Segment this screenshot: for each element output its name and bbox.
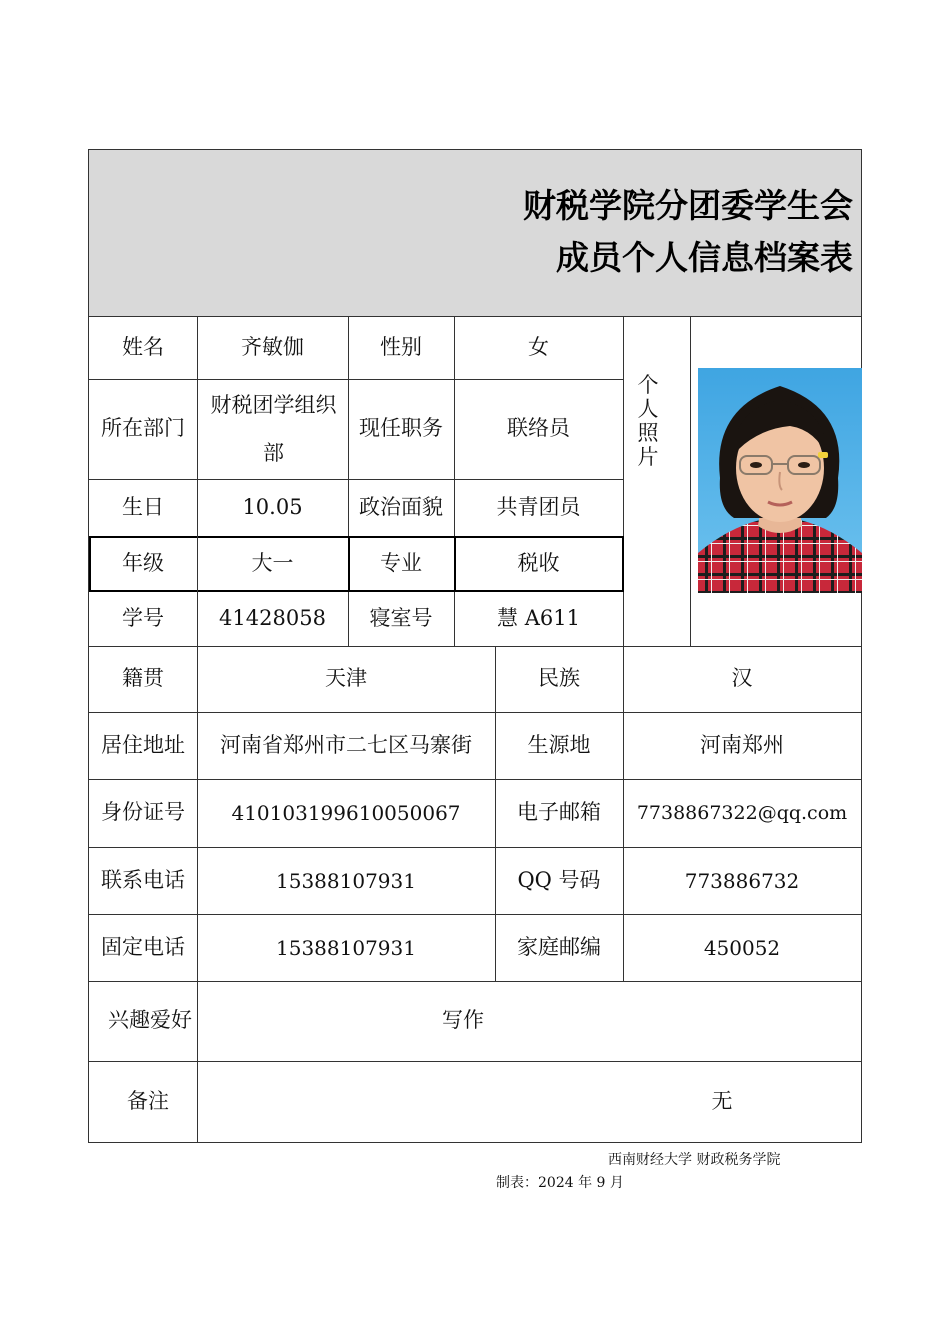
position-value: 联络员 <box>507 416 570 441</box>
address-label: 居住地址 <box>101 732 185 757</box>
ethnic-value: 汉 <box>731 666 753 691</box>
postcode-value: 450052 <box>703 935 781 960</box>
dept-label: 所在部门 <box>101 416 185 441</box>
footer-date: 制表：2024 年 9 月 <box>496 1175 624 1191</box>
native-label: 籍贯 <box>122 666 164 691</box>
hobby-value: 写作 <box>442 1008 484 1033</box>
origin-value: 河南郑州 <box>700 732 784 757</box>
idcard-value: 410103199610050067 <box>231 801 461 825</box>
name-label: 姓名 <box>122 334 164 359</box>
origin-label: 生源地 <box>527 732 591 757</box>
dorm-value: 慧 A611 <box>497 606 580 631</box>
major-value: 税收 <box>517 551 560 576</box>
title-line-2: 成员个人信息档案表 <box>556 238 853 277</box>
native-value: 天津 <box>325 666 367 691</box>
photo-label <box>623 366 673 476</box>
qq-label: QQ 号码 <box>517 867 601 892</box>
ethnic-label: 民族 <box>538 666 580 691</box>
dorm-label: 寝室号 <box>369 606 433 631</box>
grade-label: 年级 <box>122 551 164 576</box>
major-label: 专业 <box>380 551 422 576</box>
student-id-label: 学号 <box>122 606 164 631</box>
gender-label: 性别 <box>380 334 422 359</box>
position-label: 现任职务 <box>359 416 443 441</box>
photo-label-text: 个 人 照 片 <box>637 372 659 470</box>
footer-school: 西南财经大学 财政税务学院 <box>608 1152 781 1168</box>
personal-photo <box>698 368 862 593</box>
email-value: 7738867322@qq.com <box>636 801 848 824</box>
grade-value: 大一 <box>251 551 294 576</box>
remark-label: 备注 <box>127 1089 169 1114</box>
address-value: 河南省郑州市二七区马寨街 <box>220 732 472 757</box>
student-id-value: 41428058 <box>219 606 326 631</box>
phone-label: 联系电话 <box>101 867 185 892</box>
postcode-label: 家庭邮编 <box>517 934 601 959</box>
idcard-label: 身份证号 <box>101 800 185 825</box>
birthday-label: 生日 <box>122 494 164 519</box>
gender-value: 女 <box>528 334 549 359</box>
remark-value: 无 <box>711 1089 733 1114</box>
landline-value: 15388107931 <box>276 935 416 960</box>
dept-value: 财税团学组织部 <box>210 392 337 465</box>
birthday-value: 10.05 <box>242 494 303 519</box>
landline-label: 固定电话 <box>101 934 185 959</box>
politics-label: 政治面貌 <box>359 494 443 519</box>
qq-value: 773886732 <box>684 868 800 893</box>
phone-value: 15388107931 <box>276 868 416 893</box>
email-label: 电子邮箱 <box>517 800 601 825</box>
title-line-1: 财税学院分团委学生会 <box>523 186 853 225</box>
name-value: 齐敏伽 <box>241 334 304 359</box>
hobby-label: 兴趣爱好 <box>108 1008 192 1033</box>
politics-value: 共青团员 <box>496 494 581 519</box>
